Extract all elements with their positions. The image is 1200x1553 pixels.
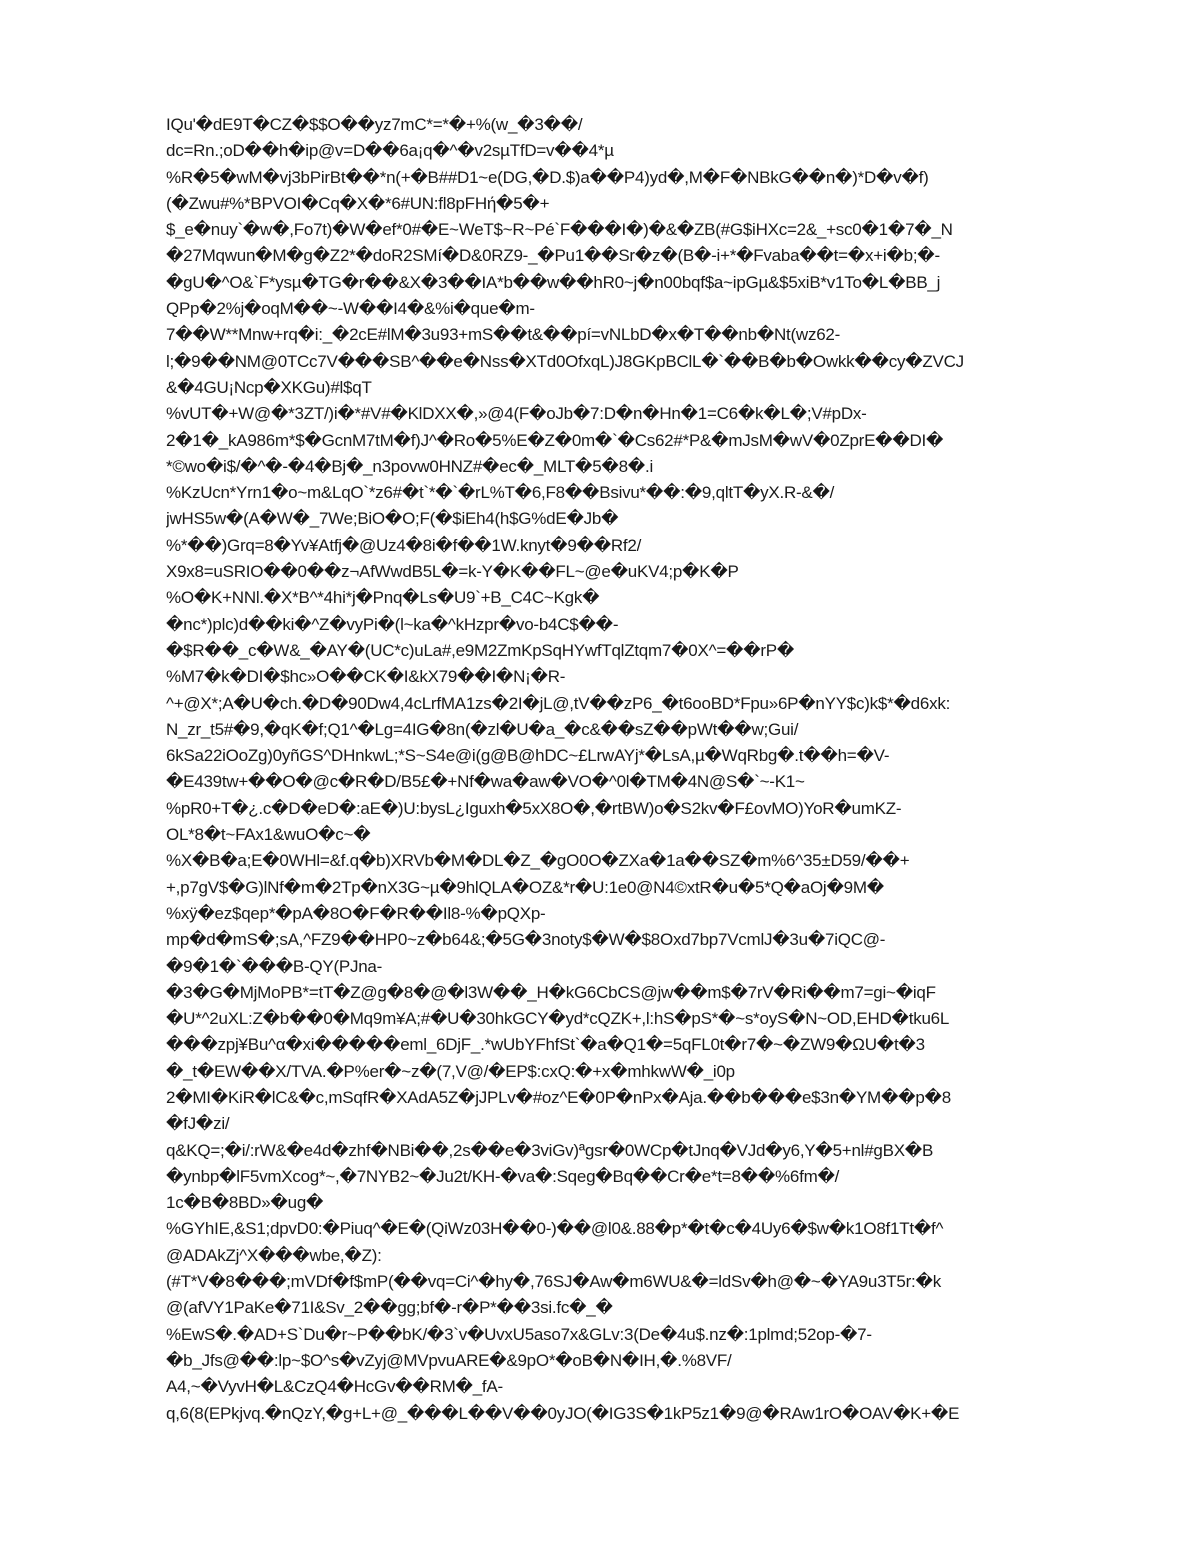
text-line: �ynbp�lF5vmXcog*~,�7NYB2~�Ju2t/KH-�va�:Sqeg�Bq��Cr�e*t=8��%6fm�/ [166,1166,840,1186]
text-line: $_e�nuy`�w�,Fo7t)�W�ef*0#�E~WeT$~R~Pé`F���I�)�&�ZB(#G$iHXc=2&_+sc0�1�7�_N [166,220,953,240]
text-line: dc=Rn.;oD��h�ip@v=D��6a¡q�^�v2sµTfD=v��4*µ [166,141,614,161]
text-line: 6kSa22iOoZg)0yñGS^DHnkwL;*S~S4e@i(g@B@hDC~£LrwAYj*�LsA,µ�WqRbg�.t��h=�V- [166,746,890,766]
text-line: QPp�2%j�oqM��~-W��I4�&%i�que�m- [166,299,535,319]
text-line: %KzUcn*Yrn1�o~m&LqO`*z6#�t`*�`�rL%T�6,F8��Bsivu*��:�9,qltT�yX.R-&�/ [166,483,835,503]
text-line: IQu'�dE9T�CZ�$$O��yz7mC*=*�+%(w_�3��/ [166,115,583,134]
text-line: %EwS�.�AD+S`Du�r~P��bK/�3`v�UvxU5aso7x&GLv:3(De�4u$.nz�:1plmd;52op-�7- [166,1324,872,1344]
text-line: %xÿ�ez$qep*�pA�8O�F�R��Il8-%�pQXp- [166,903,546,923]
text-line: %M7�k�DI�$hc»O��CK�I&kX79��I�N¡�R- [166,667,566,687]
text-line: �$R��_c�W&_�AY�(UC*c)uLa#,e9M2ZmKpSqHYwfTqlZtqm7�0X^=��rP� [166,640,795,660]
text-line: (�Zwu#%*BPVOI�Cq�X�*6#UN:fl8pFHή�5�+ [166,193,550,213]
text-line: %vUT�+W@�*3ZT/)i�*#V#�KlDXX�,»@4(F�oJb�7:D�n�Hn�1=C6�k�L�;V#pDx- [166,404,867,424]
text-line: �27Mqwun�M�g�Z2*�doR2SMí�D&0RZ9-_�Pu1��Sr�z�(B�-i+*�Fvaba��t=�x+i�b;�- [166,246,940,266]
text-line: �nc*)plc)d��ki�^Z�vyPi�(l~ka�^kHzpr�vo-b4C$��- [166,614,619,634]
text-line: �gU�^O&`F*ysµ�TG�r��&X�3��IA*b��w��hR0~j�n00bqf$a~ipGµ&$5xiB*v1To�L�BB_j [166,272,941,292]
text-line: �_t�EW��X/TVA.�P%er�~z�(7,V@/�EP$:cxQ:�+x�mhkwW�_i0p [166,1061,735,1081]
text-line: l;�9��NM@0TCc7V���SB^��e�Nss�XTd0OfxqL)J8GKpBClL�`��B�b�Owkk��cy�ZVCJ [166,351,964,371]
text-line: OL*8�t~FAx1&wuO�c~� [166,825,371,845]
text-line: 7��W**Mnw+rq�i:_�2cE#lM�3u93+mS��t&��pí=vNLbD�x�T��nb�Nt(wz62- [166,325,841,345]
text-line: +,p7gV$�G)lNf�m�2Tp�nX3G~µ�9hlQLA�OZ&*r�U:1e0@N4©xtR�u�5*Q�aOj�9M� [166,877,884,897]
text-line: �9�1�`���B-QY(PJna- [166,956,383,976]
text-line: �3�G�MjMoPB*=tT�Z@g�8�@�l3W��_H�kG6CbCS@jw��m$�7rV�Ri��m7=gi~�iqF [166,982,936,1002]
text-line: �b_Jfs@��:lp~$O^s�vZyj@MVpvuARE�&9pO*�oB�N�IH,�.%8VF/ [166,1350,732,1370]
text-line: (#T*V�8���;mVDf�f$mP(��vq=Ci^�hy�,76SJ�Aw�m6WU&�=ldSv�h@�~�YA9u3T5r:�k [166,1272,941,1292]
document-body [166,112,1126,1427]
text-line: N_zr_t5#�9,�qK�f;Q1^�Lg=4IG�8n(�zl�U�a_�c&��sZ��pWt��w;Gui/ [166,719,799,739]
text-line: 2�1�_kA986m*$�GcnM7tM�f)J^�Ro�5%E�Z�0m�`�Cs62#*P&�mJsM�wV�0ZprE��DI� [166,430,944,450]
text-line: ^+@X*;A�U�ch.�D�90Dw4,4cLrfMA1zs�2I�jL@,tV��zP6_�t6ooBD*Fpu»6P�nYY$c)k$*�d6xk: [166,693,951,713]
text-line: 1c�B�8BD»�ug� [166,1193,324,1213]
text-line: &�4GU¡Ncp�XKGu)#l$qT [166,377,372,397]
text-line: %R�5�wM�vj3bPirBt��*n(+�B##D1~e(DG,�D.$)a��P4)yd�,M�F�NBkG��n�)*D�v�f) [166,167,929,187]
text-line: �fJ�zi/ [166,1114,230,1134]
text-line: ���zpj¥Bu^α�xi�����eml_6DjF_.*wUbYFhfSt`�a�Q1�=5qFL0t�r7�~�ZW9�ΩU�t�3 [166,1035,925,1055]
text-line: %O�K+NNl.�X*B^*4hi*j�Pnq�Ls�U9`+B_C4C~Kgk� [166,588,600,608]
text-line: %pR0+T�¿.c�D�eD�:aE�)U:bysL¿Iguxh�5xX8O�,�rtBW)o�S2kv�F£ovMO)YoR�umKZ- [166,798,902,818]
text-line: jwHS5w�(A�W�_7We;BiO�O;F(�$iEh4(h$G%dE�Jb� [166,509,619,529]
text-line: mp�d�mS�;sA,^FZ9��HP0~z�b64&;�5G�3noty$�W�$8Oxd7bp7VcmlJ�3u�7iQC@- [166,930,886,950]
text-line: %X�B�a;E�0WHl=&f.q�b)XRVb�M�DL�Z_�gO0O�ZXa�1a��SZ�m%6^35±D59/��+ [166,851,910,871]
text-line: A4,~�VyvH�L&CzQ4�HcGv��RM�_fA- [166,1377,503,1397]
text-line: �E439tw+��O�@c�R�D/B5£�+Nf�wa�aw�VO�^0l�TM�4N@S�`~-K1~ [166,772,805,792]
text-line: q,6(8(EPkjvq.�nQzY,�g+L+@_���L��V��0yJO(�IG3S�1kP5z1�9@�RAw1rO�OAV�K+�E [166,1403,960,1423]
text-line: @ADAkZj^X���wbe,�Z): [166,1245,382,1265]
text-line: *©wo�i$/�^�-�4�Bj�_n3povw0HNZ#�ec�_MLT�5�8�.i [166,456,653,476]
text-line: X9x8=uSRIO��0��z¬AfWwdB5L�=k-Y�K��FL~@e�uKV4;p�K�P [166,562,739,582]
text-line: �U*^2uXL:Z�b��0�Mq9m¥A;#�U�30hkGCY�yd*cQZK+,l:hS�pS*�~s*oyS�N~OD,EHD�tku6L [166,1009,950,1029]
text-line: 2�MI�KiR�lC&�c,mSqfR�XAdA5Z�jJPLv�#oz^E�0P�nPx�Aja.��b���e$3n�YM��p�8 [166,1087,951,1107]
text-line: q&KQ=;�i/:rW&�e4d�zhf�NBi��,2s��e�3viGv)ªgsr�0WCp�tJnq�VJd�y6,Y�5+nl#gBX�B [166,1140,934,1160]
text-line: @(afVY1PaKe�71I&Sv_2��gg;bf�-r�P*��3si.fc�_� [166,1298,613,1318]
text-line: %*��)Grq=8�Yv¥Atfj�@Uz4�8i�f��1W.knyt�9��Rf2/ [166,535,642,555]
text-line: %GYhIE,&S1;dpvD0:�Piuq^�E�(QiWz03H��0-)��@l0&.88�p*�t�c�4Uy6�$w�k1O8f1Tt�f^ [166,1219,944,1239]
